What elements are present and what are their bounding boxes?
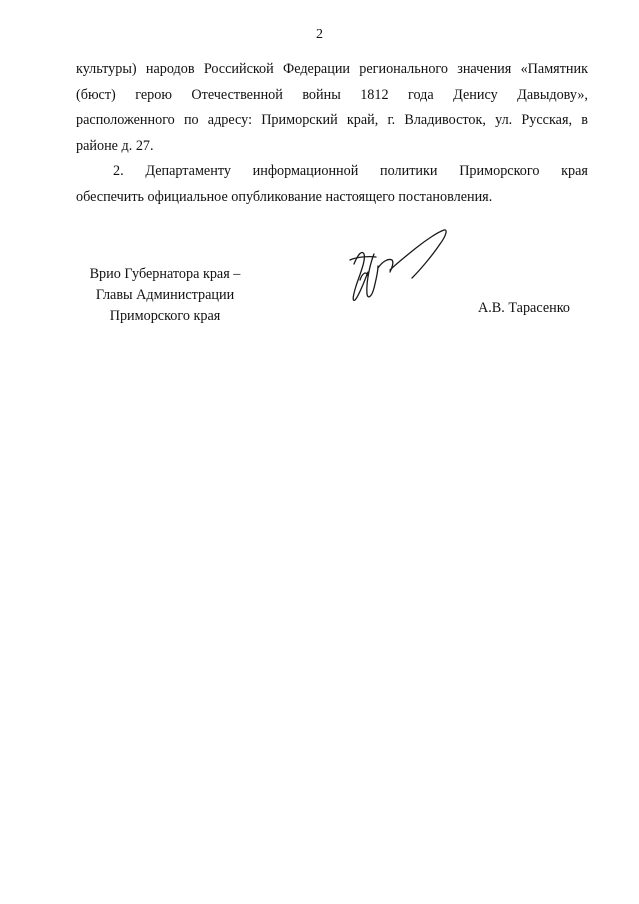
word: г. (387, 112, 396, 128)
word: Департаменту (145, 163, 231, 179)
word: 2. (113, 163, 124, 179)
page-number: 2 (316, 27, 323, 42)
word: края (561, 163, 588, 179)
word: войны (302, 86, 341, 103)
word: Федерации (283, 61, 351, 77)
word: народов (145, 61, 195, 77)
position-line-1: Врио Губернатора края – (89, 266, 241, 282)
word: ул. (495, 112, 513, 128)
paragraph-2 (76, 159, 588, 210)
paragraph-1-line-4: районе д. 27. (76, 137, 154, 154)
word: Приморский (261, 112, 338, 128)
handwritten-signature-icon (340, 224, 455, 306)
word: информационной (252, 163, 359, 179)
position-line-3: Приморского края (109, 308, 221, 324)
word: культуры) (76, 61, 137, 77)
signatory-name: А.В. Тарасенко (478, 300, 570, 316)
word: край, (346, 112, 379, 128)
word: расположенного (76, 112, 175, 128)
signatory-position (70, 264, 260, 327)
paragraph-1-line-2 (76, 83, 588, 109)
word: в (581, 112, 588, 128)
paragraph-1 (76, 57, 588, 159)
paragraph-1-line-1 (76, 57, 588, 83)
word: года (408, 86, 434, 103)
word: Денису (453, 86, 498, 103)
paragraph-2-line-1 (76, 159, 588, 185)
word: герою (135, 86, 172, 103)
word: по (183, 112, 199, 128)
word: адресу: (207, 112, 253, 128)
word: Отечественной (191, 86, 283, 103)
word: Российской (203, 61, 274, 77)
word: политики (380, 163, 438, 179)
word: Давыдову», (517, 86, 588, 103)
paragraph-1-line-3 (76, 108, 588, 134)
word: регионального (359, 61, 448, 77)
word: значения (457, 61, 512, 77)
word: Русская, (521, 112, 573, 128)
word: (бюст) (76, 86, 116, 103)
word: Приморского (459, 163, 540, 179)
paragraph-2-line-2: обеспечить официальное опубликование настоящего постановления. (76, 188, 493, 205)
word: «Памятник (520, 61, 588, 77)
position-line-2: Главы Администрации (95, 287, 235, 303)
word: 1812 (360, 86, 389, 103)
word: Владивосток, (404, 112, 486, 128)
